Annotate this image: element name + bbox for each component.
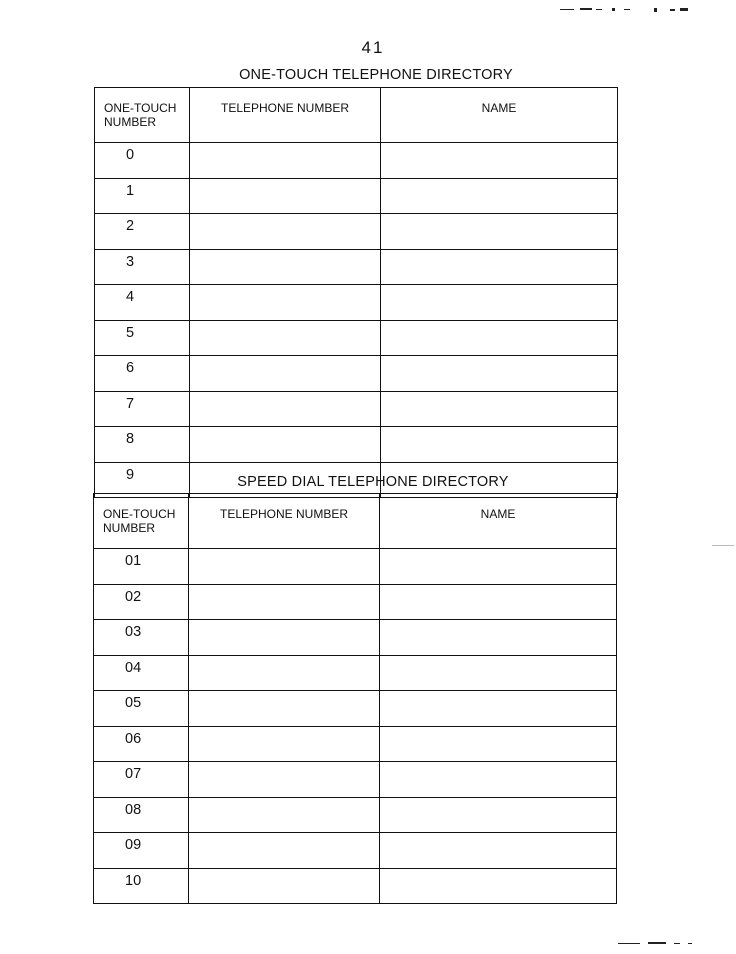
table-row xyxy=(94,620,617,656)
telephone-number-cell[interactable] xyxy=(189,726,380,762)
header-telephone-number: TELEPHONE NUMBER xyxy=(190,88,381,143)
telephone-number-cell[interactable] xyxy=(189,797,380,833)
scan-artifact-bottom-right xyxy=(618,942,698,946)
telephone-number-cell[interactable] xyxy=(190,249,381,285)
table-row xyxy=(95,143,618,179)
speed-dial-number-cell: 07 xyxy=(94,762,189,798)
name-cell[interactable] xyxy=(381,391,618,427)
name-cell[interactable] xyxy=(381,320,618,356)
name-cell[interactable] xyxy=(380,620,617,656)
table-row xyxy=(95,285,618,321)
name-cell[interactable] xyxy=(381,178,618,214)
telephone-number-cell[interactable] xyxy=(190,320,381,356)
speed-dial-number-cell: 01 xyxy=(94,549,189,585)
name-cell[interactable] xyxy=(380,549,617,585)
one-touch-number-cell: 5 xyxy=(95,320,190,356)
speed-dial-number-cell: 02 xyxy=(94,584,189,620)
speed-dial-directory-table xyxy=(93,493,617,904)
table-row xyxy=(95,214,618,250)
one-touch-number-cell: 7 xyxy=(95,391,190,427)
table-row xyxy=(95,178,618,214)
name-cell[interactable] xyxy=(380,691,617,727)
header-name: NAME xyxy=(380,494,617,549)
header-number-line2: NUMBER xyxy=(104,115,157,129)
table-row xyxy=(94,762,617,798)
telephone-number-cell[interactable] xyxy=(190,214,381,250)
header-number-line1: ONE-TOUCH xyxy=(104,101,177,115)
table-row xyxy=(94,584,617,620)
header-number-line2: NUMBER xyxy=(103,521,156,535)
telephone-number-cell[interactable] xyxy=(190,285,381,321)
header-one-touch-number xyxy=(94,494,189,549)
telephone-number-cell[interactable] xyxy=(189,620,380,656)
table-row xyxy=(94,833,617,869)
speed-dial-number-cell: 08 xyxy=(94,797,189,833)
table-row xyxy=(94,549,617,585)
speed-dial-number-cell: 10 xyxy=(94,868,189,904)
name-cell[interactable] xyxy=(380,584,617,620)
table-header-row xyxy=(94,494,617,549)
scan-artifact-right-edge xyxy=(712,545,734,547)
name-cell[interactable] xyxy=(380,797,617,833)
name-cell[interactable] xyxy=(380,762,617,798)
table-header-row xyxy=(95,88,618,143)
name-cell[interactable] xyxy=(380,726,617,762)
name-cell[interactable] xyxy=(380,833,617,869)
speed-dial-directory-title: SPEED DIAL TELEPHONE DIRECTORY xyxy=(237,474,509,490)
table-row xyxy=(94,726,617,762)
one-touch-number-cell: 1 xyxy=(95,178,190,214)
telephone-number-cell[interactable] xyxy=(189,655,380,691)
name-cell[interactable] xyxy=(381,285,618,321)
telephone-number-cell[interactable] xyxy=(189,833,380,869)
table-row xyxy=(94,691,617,727)
name-cell[interactable] xyxy=(380,868,617,904)
one-touch-number-cell: 2 xyxy=(95,214,190,250)
header-telephone-number: TELEPHONE NUMBER xyxy=(189,494,380,549)
header-one-touch-number xyxy=(95,88,190,143)
scan-artifact-top-right xyxy=(560,6,690,12)
telephone-number-cell[interactable] xyxy=(190,391,381,427)
name-cell[interactable] xyxy=(381,249,618,285)
telephone-number-cell[interactable] xyxy=(189,691,380,727)
telephone-number-cell[interactable] xyxy=(189,868,380,904)
header-number-line1: ONE-TOUCH xyxy=(103,507,176,521)
speed-dial-number-cell: 04 xyxy=(94,655,189,691)
speed-dial-number-cell: 03 xyxy=(94,620,189,656)
name-cell[interactable] xyxy=(380,655,617,691)
one-touch-number-cell: 4 xyxy=(95,285,190,321)
header-name: NAME xyxy=(381,88,618,143)
one-touch-number-cell: 3 xyxy=(95,249,190,285)
speed-dial-number-cell: 06 xyxy=(94,726,189,762)
telephone-number-cell[interactable] xyxy=(189,762,380,798)
telephone-number-cell[interactable] xyxy=(190,427,381,463)
name-cell[interactable] xyxy=(381,356,618,392)
table-row xyxy=(94,655,617,691)
table-row xyxy=(94,797,617,833)
one-touch-directory-table xyxy=(94,87,618,498)
one-touch-number-cell: 8 xyxy=(95,427,190,463)
table-row xyxy=(95,391,618,427)
table-row xyxy=(95,320,618,356)
table-row xyxy=(95,427,618,463)
one-touch-number-cell: 0 xyxy=(95,143,190,179)
speed-dial-number-cell: 05 xyxy=(94,691,189,727)
table-row xyxy=(95,249,618,285)
one-touch-number-cell: 9 xyxy=(95,462,190,498)
name-cell[interactable] xyxy=(381,143,618,179)
telephone-number-cell[interactable] xyxy=(189,584,380,620)
name-cell[interactable] xyxy=(381,214,618,250)
name-cell[interactable] xyxy=(381,427,618,463)
telephone-number-cell[interactable] xyxy=(189,549,380,585)
page-number: 41 xyxy=(361,38,385,57)
one-touch-number-cell: 6 xyxy=(95,356,190,392)
telephone-number-cell[interactable] xyxy=(190,178,381,214)
speed-dial-number-cell: 09 xyxy=(94,833,189,869)
table-row xyxy=(94,868,617,904)
telephone-number-cell[interactable] xyxy=(190,143,381,179)
table-row xyxy=(95,356,618,392)
one-touch-directory-title: ONE-TOUCH TELEPHONE DIRECTORY xyxy=(239,67,513,83)
telephone-number-cell[interactable] xyxy=(190,356,381,392)
